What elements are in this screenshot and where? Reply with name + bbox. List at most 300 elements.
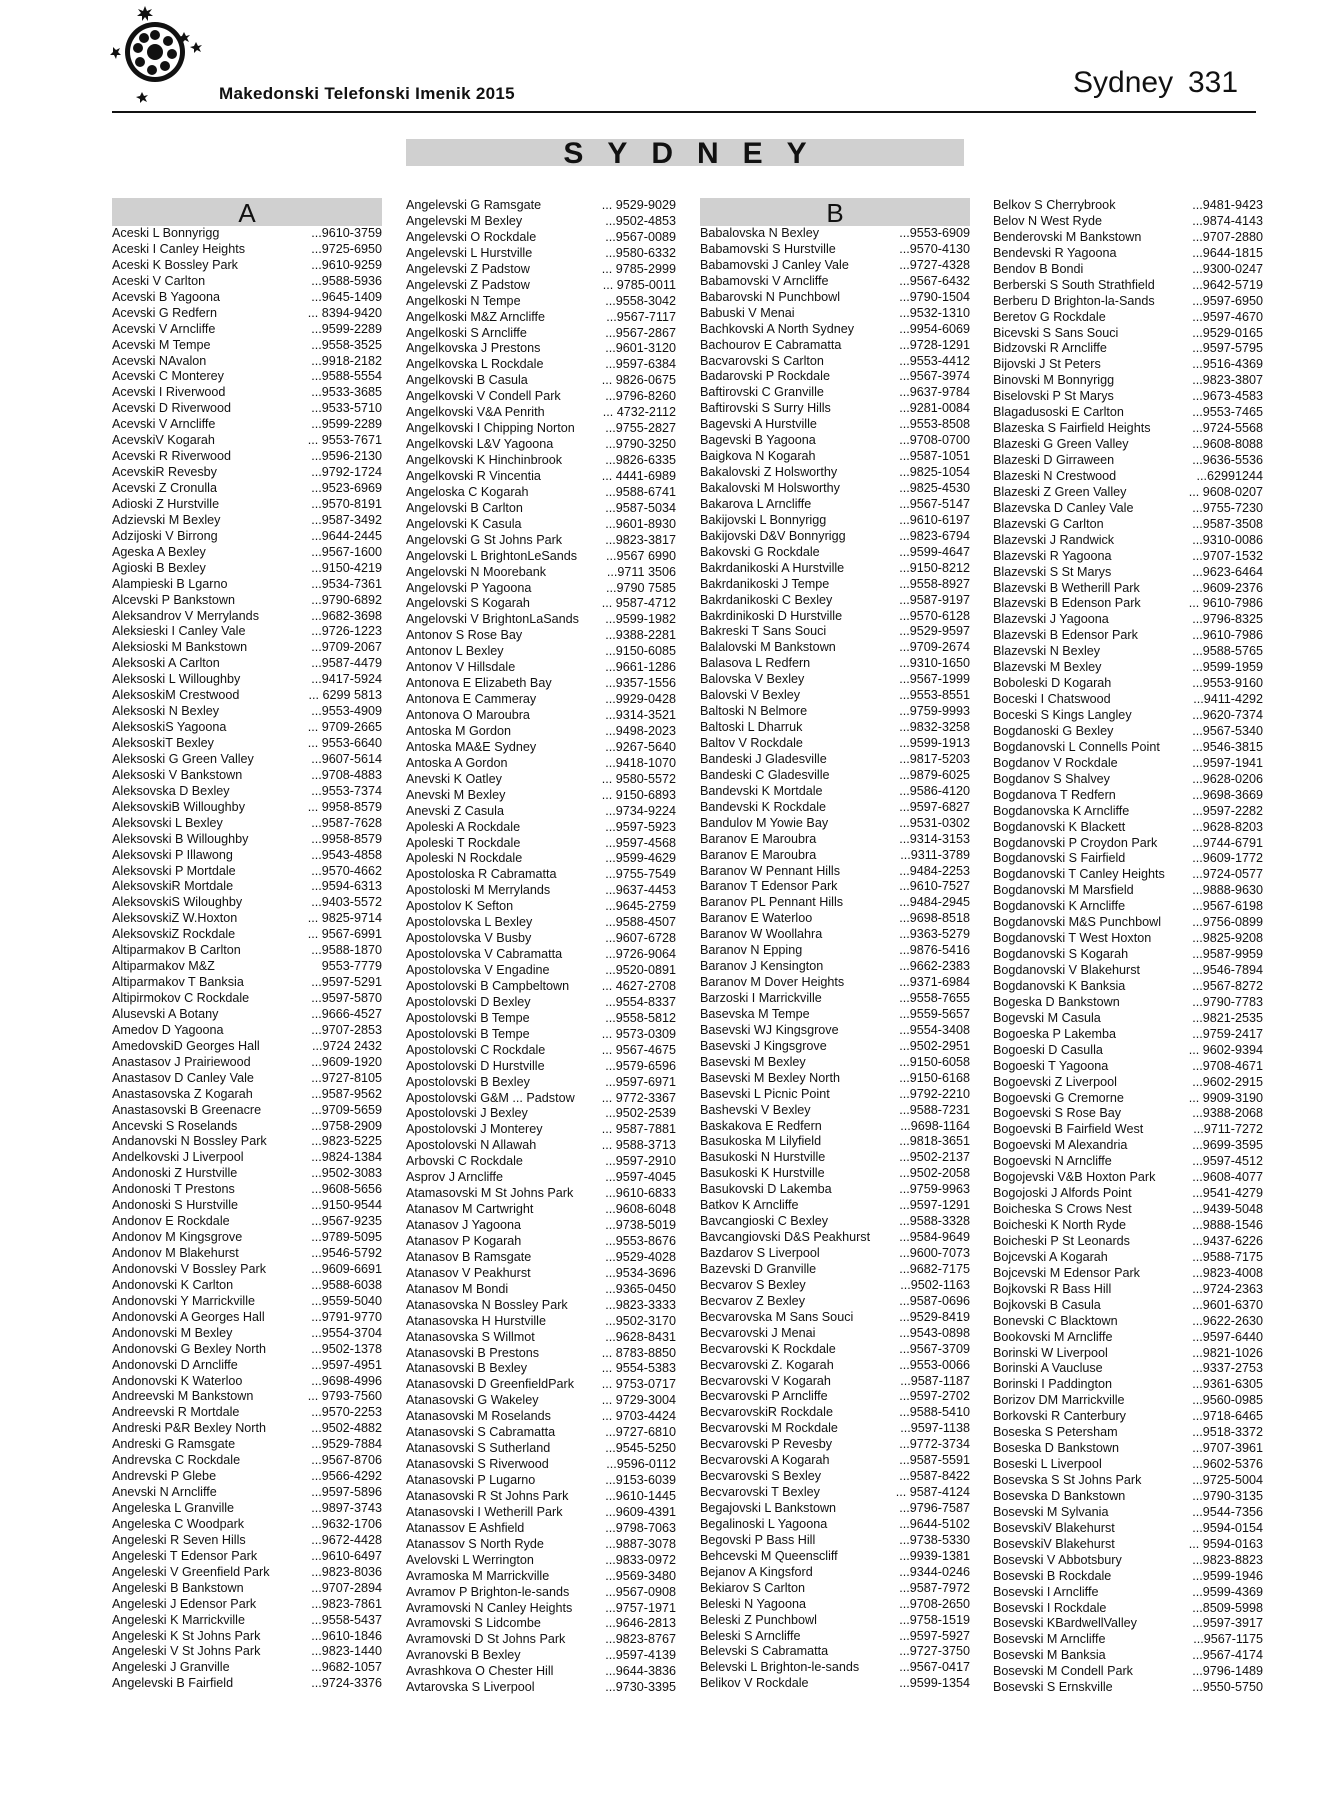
listing-row — [993, 485, 1263, 501]
listing-phone: ... 9587-7881 — [601, 1122, 676, 1137]
listing-name: Baltov V Rockdale — [700, 736, 803, 750]
listing-name: Antoska MA&E Sydney — [406, 739, 537, 754]
listing-name: Apoleski T Rockdale — [406, 835, 521, 850]
listing-name: Balasova L Redfern — [700, 656, 811, 671]
listing-row — [993, 421, 1263, 437]
listing-phone: ...9150-4219 — [311, 560, 382, 575]
listing-phone: ... 9793-7560 — [307, 1389, 382, 1404]
listing-name: Bakrdanikoski C Bexley — [700, 592, 833, 607]
listing-phone: ...9533-3685 — [311, 385, 382, 400]
listing-name: Apostolovski C Rockdale — [406, 1042, 546, 1057]
listing-name: AmedovskiD Georges Hall — [112, 1038, 260, 1053]
listing-name: Altiparmakov T Banksia — [112, 975, 244, 990]
listing-row — [993, 198, 1263, 214]
listing-phone: ...62991244 — [1196, 468, 1263, 483]
listing-name: Bojkovski R Bass Hill — [993, 1281, 1112, 1296]
listing-phone: ...9602-5376 — [1192, 1457, 1263, 1472]
listing-name: Bandulov M Yowie Bay — [700, 815, 829, 830]
listing-phone: ...9587-5591 — [899, 1453, 970, 1468]
listing-row — [406, 469, 676, 485]
listing-row — [700, 1182, 970, 1198]
listing-name: Blazeska S Fairfield Heights — [993, 421, 1151, 436]
listing-row — [700, 1660, 970, 1676]
listing-row — [406, 198, 676, 214]
listing-row — [700, 704, 970, 720]
listing-row — [993, 1218, 1263, 1234]
listing-name: Acevski B Yagoona — [112, 289, 221, 304]
listing-phone: ...9597-1138 — [900, 1421, 970, 1436]
listing-phone: ...9711-7272 — [1193, 1122, 1263, 1137]
listing-phone: ...9532-1310 — [899, 305, 970, 320]
listing-row — [700, 752, 970, 768]
listing-row — [700, 1262, 970, 1278]
listing-phone: ...9357-1556 — [605, 676, 676, 691]
listing-name: Antonova O Maroubra — [406, 708, 530, 722]
listing-name: Arbovski C Rockdale — [406, 1154, 523, 1169]
listing-name: Bandevski K Rockdale — [700, 799, 827, 814]
listing-name: Beleski N Yagoona — [700, 1596, 806, 1611]
listing-row — [406, 1616, 676, 1632]
listing-row — [700, 656, 970, 672]
listing-name: Baranov E Maroubra — [700, 831, 817, 846]
listing-name: Berberski S South Strathfield — [993, 277, 1155, 292]
publication-title: Makedonski Telefonski Imenik 2015 — [219, 84, 515, 103]
listing-row — [993, 1202, 1263, 1218]
listing-name: Asprov J Arncliffe — [406, 1170, 504, 1185]
listing-row — [700, 1278, 970, 1294]
listing-name: Atanasovski R St Johns Park — [406, 1488, 569, 1503]
listing-name: Bakrdanikoski A Hurstville — [700, 560, 845, 575]
listing-name: Aleksovski B Willoughby — [112, 831, 249, 846]
listing-row — [993, 788, 1263, 804]
listing-phone: ...9543-0898 — [899, 1325, 970, 1340]
listing-phone: ...9597-6827 — [899, 799, 970, 814]
listing-name: Acevski M Tempe — [112, 337, 211, 352]
listing-name: Bagevski B Yagoona — [700, 433, 816, 448]
listing-phone: ...9311-3789 — [900, 847, 970, 862]
listing-row — [112, 1310, 382, 1326]
listing-phone: ...9584-9649 — [899, 1230, 970, 1245]
listing-name: Bosevski V Abbotsbury — [993, 1552, 1122, 1567]
listing-row — [993, 692, 1263, 708]
listing-phone: ...9708-4671 — [1192, 1058, 1263, 1073]
listing-name: Baranov PL Pennant Hills — [700, 895, 844, 910]
listing-name: Angelevski Z Padstow — [406, 277, 530, 292]
listing-row — [112, 1007, 382, 1023]
listing-name: Apoleski A Rockdale — [406, 819, 521, 834]
listing-name: Avramovski D St Johns Park — [406, 1632, 566, 1647]
listing-name: Baranov W Pennant Hills — [700, 863, 840, 878]
listing-row — [112, 1597, 382, 1613]
listing-row — [112, 465, 382, 481]
listing-phone: ...9888-9630 — [1192, 883, 1263, 898]
listing-row — [112, 1421, 382, 1437]
listing-phone: ...9726-9064 — [605, 947, 676, 962]
listing-phone: ...9738-5330 — [899, 1532, 970, 1547]
listing-phone: ...9588-1870 — [311, 943, 382, 958]
listing-name: Angelovski G St Johns Park — [406, 532, 563, 547]
listing-phone: ...9728-1291 — [899, 337, 970, 352]
section-letter: B — [700, 198, 970, 226]
listing-phone: ...9567-8272 — [1192, 978, 1263, 993]
listing-name: Blazevski J Yagoona — [993, 612, 1109, 627]
listing-name: Acevski G Redfern — [112, 305, 217, 320]
listing-phone: ...9759-9963 — [899, 1182, 970, 1197]
listing-phone: ... 9958-8579 — [307, 799, 382, 814]
listing-row — [112, 1389, 382, 1405]
listing-phone: ...9498-2023 — [605, 723, 676, 738]
listing-name: Bogoeska P Lakemba — [993, 1026, 1116, 1041]
listing-row — [700, 369, 970, 385]
listing-phone: ...9610-7527 — [899, 879, 970, 894]
listing-phone: ...9588-4507 — [605, 915, 676, 930]
listing-name: Bojkovski B Casula — [993, 1297, 1101, 1312]
listing-name: Apostolovska V Busby — [406, 931, 532, 946]
listing-phone: ...9682-1057 — [311, 1660, 382, 1675]
listing-name: Avramoska M Marrickville — [406, 1568, 550, 1583]
listing-phone: ...9825-9208 — [1192, 931, 1263, 946]
listing-name: Blazeski Z Green Valley — [993, 484, 1127, 499]
listing-name: Bogoevski G Cremorne — [993, 1090, 1124, 1105]
listing-name: Bojcevski A Kogarah — [993, 1249, 1108, 1264]
listing-row — [700, 864, 970, 880]
listing-row — [993, 262, 1263, 278]
listing-name: Andonovski V Bossley Park — [112, 1261, 266, 1276]
listing-row — [112, 1071, 382, 1087]
listing-row — [993, 230, 1263, 246]
listing-phone: ...9707-2880 — [1192, 229, 1263, 244]
listing-name: Bosevski I Arncliffe — [993, 1584, 1099, 1599]
listing-row — [112, 258, 382, 274]
listing-row — [406, 581, 676, 597]
listing-name: BosevskiV Blakehurst — [993, 1536, 1115, 1551]
listing-name: Beleski S Arncliffe — [700, 1628, 801, 1643]
listing-phone: ...9791-9770 — [311, 1309, 382, 1324]
listing-phone: ...9570-6128 — [899, 608, 970, 623]
listing-row — [112, 975, 382, 991]
listing-phone: ... 9709-2665 — [307, 720, 382, 735]
listing-row — [700, 1134, 970, 1150]
listing-row — [993, 1537, 1263, 1553]
listing-row — [406, 883, 676, 899]
listing-name: Aleksoski L Willoughby — [112, 672, 241, 687]
listing-phone: ...9790-3250 — [605, 437, 676, 452]
listing-row — [406, 628, 676, 644]
listing-row — [993, 1569, 1263, 1585]
listing-phone: ...9796-8260 — [605, 389, 676, 404]
listing-phone: ...9698-4996 — [311, 1373, 382, 1388]
listing-name: Andonov M Kingsgrove — [112, 1230, 243, 1245]
listing-row — [700, 879, 970, 895]
listing-row — [993, 1441, 1263, 1457]
listing-phone: ...9587-4479 — [311, 656, 382, 671]
listing-row — [112, 943, 382, 959]
listing-name: Bogdanovski V Blakehurst — [993, 963, 1141, 977]
listing-row — [406, 804, 676, 820]
listing-phone: ...9403-5572 — [311, 895, 382, 910]
listing-row — [406, 1027, 676, 1043]
listing-row — [406, 692, 676, 708]
listing-row — [700, 895, 970, 911]
listing-phone: ...9601-6370 — [1192, 1297, 1263, 1312]
listing-row — [112, 433, 382, 449]
listing-name: Barzoski I Marrickville — [700, 991, 822, 1005]
listing-name: Bendov B Bondi — [993, 261, 1084, 276]
listing-phone: ...9570-4130 — [899, 241, 970, 256]
listing-phone: ...9790-1504 — [899, 289, 970, 304]
listing-phone: ...9558-7655 — [899, 991, 970, 1005]
listing-row — [406, 708, 676, 724]
listing-name: Baranov E Maroubra — [700, 847, 817, 862]
listing-row — [993, 851, 1263, 867]
listing-row — [700, 624, 970, 640]
listing-row — [406, 1091, 676, 1107]
listing-row — [112, 1230, 382, 1246]
listing-name: Bogdanov V Rockdale — [993, 755, 1118, 770]
listing-phone: ...9597-6384 — [605, 357, 676, 372]
listing-row — [993, 294, 1263, 310]
listing-name: Adzievski M Bexley — [112, 512, 221, 527]
listing-name: Bakijovski D&V Bonnyrigg — [700, 528, 846, 543]
listing-name: Bogoeski D Casulla — [993, 1042, 1103, 1057]
listing-phone: ...9599-1354 — [899, 1676, 970, 1691]
listing-row — [112, 895, 382, 911]
listing-phone: ...9597-4568 — [605, 835, 676, 850]
listing-row — [700, 1405, 970, 1421]
listing-phone: ...9599-4647 — [899, 544, 970, 559]
listing-name: Angeleska L Granville — [112, 1501, 235, 1515]
listing-phone: ...9567-1600 — [311, 544, 382, 559]
listing-row — [700, 1230, 970, 1246]
listing-row — [993, 1346, 1263, 1362]
listing-name: Aceski K Bossley Park — [112, 257, 238, 272]
listing-name: Angelkoski M&Z Arncliffe — [406, 309, 546, 324]
listing-phone: ...9818-3651 — [899, 1134, 970, 1149]
listing-row — [993, 517, 1263, 533]
listing-phone: ...9597-4139 — [605, 1648, 676, 1663]
listing-name: Atanasovski D GreenfieldPark — [406, 1377, 574, 1392]
listing-row — [112, 1644, 382, 1660]
listing-name: Andanovski N Bossley Park — [112, 1134, 267, 1149]
listing-row — [112, 736, 382, 752]
listing-row — [406, 1059, 676, 1075]
listing-row — [406, 262, 676, 278]
listing-phone: ...9567-6432 — [899, 273, 970, 288]
listing-name: Bejanov A Kingsford — [700, 1564, 813, 1579]
listing-name: Becvarov S Bexley — [700, 1277, 806, 1292]
listing-phone: ...9599-1946 — [1192, 1568, 1263, 1583]
listing-phone: ... 4732-2112 — [602, 405, 676, 420]
listing-name: Berberu D Brighton-la-Sands — [993, 293, 1155, 308]
listing-phone: ...9727-8105 — [311, 1070, 382, 1085]
listing-row — [993, 1011, 1263, 1027]
listing-phone: ...9502-3170 — [605, 1313, 676, 1328]
listing-name: Atanasov M Bondi — [406, 1281, 509, 1296]
listing-name: Avramov P Brighton-le-sands — [406, 1584, 570, 1599]
listing-row — [993, 1601, 1263, 1617]
listing-phone: ...9600-7073 — [899, 1246, 970, 1260]
listing-name: Bakrdanikoski J Tempe — [700, 576, 830, 591]
listing-name: Bachkovski A North Sydney — [700, 321, 855, 336]
listing-name: Bogdanovski L Connells Point — [993, 739, 1160, 754]
listing-row — [406, 788, 676, 804]
listing-row — [993, 437, 1263, 453]
listing-phone: ...9281-0084 — [899, 401, 970, 416]
listing-name: Aleksoski G Green Valley — [112, 751, 254, 766]
listing-row — [993, 389, 1263, 405]
listing-phone: ...9698-1164 — [900, 1118, 970, 1133]
listing-phone: ... 4441-6989 — [601, 468, 676, 483]
listing-phone: ...9682-3698 — [311, 608, 382, 623]
listing-name: Basevski J Kingsgrove — [700, 1038, 827, 1053]
listing-row — [406, 772, 676, 788]
listing-row — [112, 1629, 382, 1645]
listing-row — [700, 1469, 970, 1485]
listing-row — [700, 1023, 970, 1039]
listing-phone: ...9337-2753 — [1192, 1361, 1263, 1376]
listing-row — [406, 867, 676, 883]
listing-row — [700, 959, 970, 975]
listing-name: Apostolovski D Bexley — [406, 994, 531, 1009]
listing-phone: ...9559-5657 — [899, 1006, 970, 1021]
listing-phone: ...9825-1054 — [899, 465, 970, 480]
listing-name: Angeleski R Seven Hills — [112, 1532, 246, 1547]
listing-row — [700, 816, 970, 832]
listing-name: Basukoski N Hurstville — [700, 1150, 826, 1165]
listing-name: Andonoski Z Hurstville — [112, 1166, 238, 1181]
listing-phone: ...9553-7465 — [1192, 405, 1263, 420]
listing-row — [112, 1294, 382, 1310]
listing-phone: ...9755-7549 — [605, 867, 676, 882]
listing-name: Babarovski N Punchbowl — [700, 289, 841, 304]
listing-row — [993, 278, 1263, 294]
listing-name: Atanasovska N Bossley Park — [406, 1297, 568, 1312]
listing-name: Becvarovski J Menai — [700, 1325, 816, 1340]
listing-phone: ...9580-6332 — [605, 245, 676, 260]
listing-row — [112, 417, 382, 433]
listing-name: Atamasovski M St Johns Park — [406, 1186, 574, 1201]
listing-phone: ...9587-5034 — [605, 500, 676, 515]
listing-phone: ...9569-3480 — [605, 1568, 676, 1583]
listing-row — [700, 1246, 970, 1262]
listing-row — [700, 784, 970, 800]
listing-phone: ...9570-4662 — [311, 863, 382, 878]
listing-row — [700, 1198, 970, 1214]
listing-name: Becvarovska M Sans Souci — [700, 1309, 854, 1324]
listing-phone: ...9544-7356 — [1192, 1504, 1263, 1519]
listing-name: Angeleski J Edensor Park — [112, 1596, 257, 1611]
listing-name: Angelevski Z Padstow — [406, 261, 530, 276]
listing-name: Bacvarovski S Carlton — [700, 353, 824, 368]
listing-phone: ...9388-2068 — [1192, 1106, 1263, 1121]
listing-name: Anevski Z Casula — [406, 803, 504, 818]
listing-row — [993, 1393, 1263, 1409]
listing-row — [700, 1629, 970, 1645]
listing-name: Baranov T Edensor Park — [700, 879, 838, 894]
listing-row — [112, 1485, 382, 1501]
listing-row — [700, 465, 970, 481]
listing-phone: ...9411-4292 — [1193, 692, 1263, 707]
listing-row — [993, 1377, 1263, 1393]
listing-name: AleksovskiZ Rockdale — [112, 927, 236, 942]
listing-name: Baranov W Woollahra — [700, 927, 823, 942]
listing-row — [700, 991, 970, 1007]
section-letter: A — [112, 198, 382, 226]
listing-row — [700, 1342, 970, 1358]
listing-row — [406, 1553, 676, 1569]
listing-row — [700, 274, 970, 290]
listing-row — [406, 1330, 676, 1346]
listing-row — [112, 497, 382, 513]
listing-row — [406, 1377, 676, 1393]
listing-name: Angelovski V BrightonLaSands — [406, 612, 579, 627]
listing-row — [406, 533, 676, 549]
listing-name: Angelevski L Hurstville — [406, 245, 533, 260]
listing-name: Bogdanovski K Blackett — [993, 819, 1126, 834]
header-rule — [112, 111, 1256, 113]
listing-phone: ...9553-7374 — [311, 783, 382, 798]
listing-row — [406, 1170, 676, 1186]
listing-row — [993, 1250, 1263, 1266]
listing-phone: ...9310-1650 — [899, 656, 970, 671]
listing-phone: ...9879-6025 — [899, 767, 970, 782]
listing-name: Atanasovski M Roselands — [406, 1409, 551, 1424]
listing-row — [993, 469, 1263, 485]
listing-phone: ...9759-2417 — [1192, 1026, 1263, 1041]
listing-row — [406, 485, 676, 501]
listing-phone: ...9724-0577 — [1192, 867, 1263, 882]
listing-phone: ...9587-0696 — [899, 1293, 970, 1308]
listing-name: Bosevski M Sylvania — [993, 1504, 1109, 1519]
listing-name: Becvarovski Z. Kogarah — [700, 1357, 834, 1372]
listing-name: Aleksieski I Canley Vale — [112, 624, 246, 639]
listing-phone: ...9546-7894 — [1192, 963, 1263, 977]
listing-phone: ... 9553-7671 — [307, 433, 382, 448]
listing-row — [406, 1122, 676, 1138]
listing-name: Borizov DM Marrickville — [993, 1393, 1125, 1408]
listing-phone: ... 9587-4712 — [601, 596, 676, 611]
listing-name: Boseska D Bankstown — [993, 1441, 1119, 1456]
listing-name: Boceski I Chatswood — [993, 692, 1111, 707]
listing-phone: ...9587-7972 — [899, 1580, 970, 1595]
listing-row — [406, 1250, 676, 1266]
listing-row — [406, 724, 676, 740]
listing-row — [112, 784, 382, 800]
listing-name: Atanasov M Cartwright — [406, 1202, 534, 1217]
listing-row — [406, 612, 676, 628]
listing-row — [700, 832, 970, 848]
listing-name: Binovski M Bonnyrigg — [993, 373, 1115, 388]
listing-row — [406, 851, 676, 867]
listing-name: Ageska A Bexley — [112, 544, 206, 559]
listing-phone: ...9796-1489 — [1192, 1664, 1263, 1679]
listing-row — [700, 481, 970, 497]
listing-phone: ...9553-8676 — [605, 1233, 676, 1248]
listing-name: Balalovski M Bankstown — [700, 640, 836, 655]
listing-phone: ...9545-5250 — [605, 1441, 676, 1456]
listing-row — [112, 879, 382, 895]
listing-name: Angelkovski V&A Penrith — [406, 405, 545, 420]
listing-row — [993, 405, 1263, 421]
listing-row — [993, 756, 1263, 772]
listing-name: Bogojoski J Alfords Point — [993, 1186, 1132, 1201]
listing-phone: ...9609-1920 — [311, 1054, 382, 1069]
listing-phone: ...9673-4583 — [1192, 389, 1263, 404]
listing-row — [406, 437, 676, 453]
listing-name: Acevski C Monterey — [112, 369, 224, 384]
listing-name: Acevski Z Cronulla — [112, 481, 217, 495]
listing-phone: ...9610-1846 — [311, 1628, 382, 1643]
